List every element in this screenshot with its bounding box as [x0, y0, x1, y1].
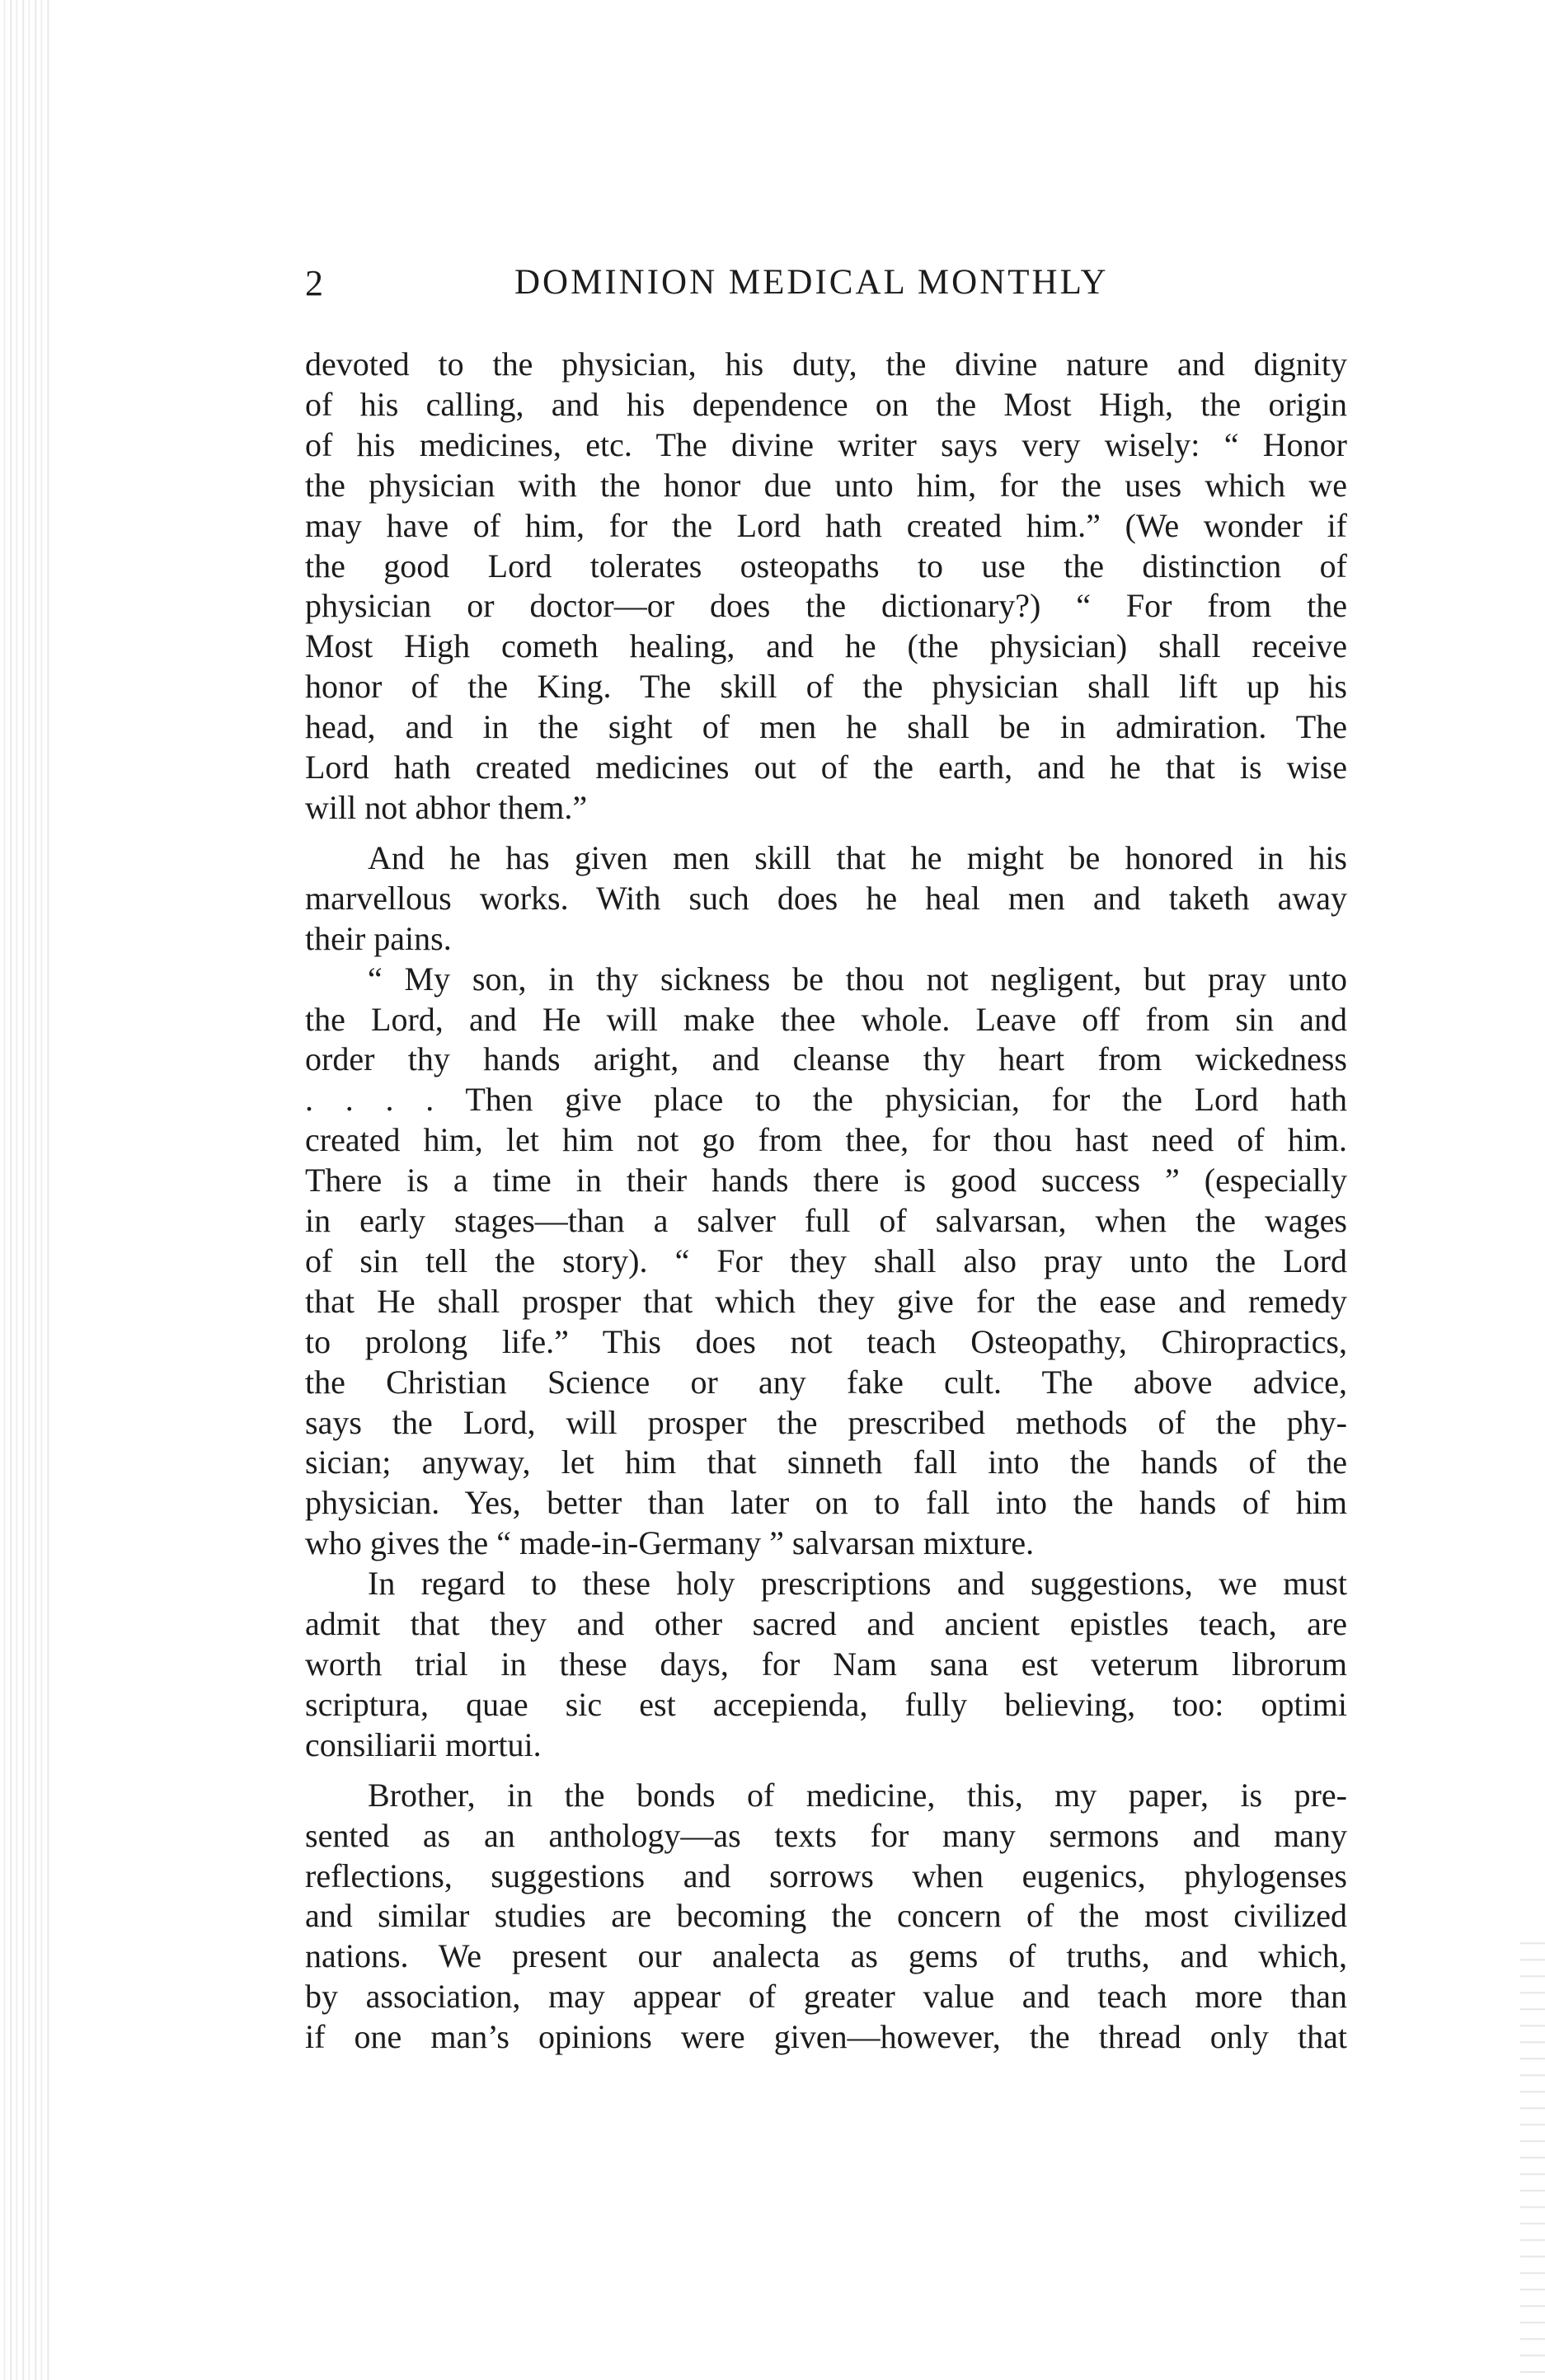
text-line: devoted to the physician, his duty, the divine nature and dignity	[305, 345, 1347, 383]
text-line: In regard to these holy prescriptions and suggestions, we must	[368, 1565, 1347, 1603]
text-line: head, and in the sight of men he shall be in admiration. The	[305, 708, 1347, 746]
scan-binding-edge	[0, 0, 49, 2380]
body-text	[305, 345, 1347, 2058]
text-line: honor of the King. The skill of the physician shall lift up his	[305, 668, 1347, 706]
text-line: order thy hands aright, and cleanse thy heart from wickedness	[305, 1040, 1347, 1078]
text-line: will not abhor them.”	[305, 788, 588, 826]
text-line: who gives the “ made-in-Germany ” salvarsan mixture.	[305, 1524, 1035, 1562]
paragraph	[305, 1564, 1347, 1766]
text-line: Brother, in the bonds of medicine, this, my paper, is pre-	[368, 1776, 1347, 1814]
text-line: the Christian Science or any fake cult. The above advice,	[305, 1363, 1347, 1401]
text-line: consiliarii mortui.	[305, 1725, 542, 1763]
text-line: the good Lord tolerates osteopaths to use the distinction of	[305, 547, 1347, 584]
text-line: There is a time in their hands there is good success ” (especially	[305, 1162, 1347, 1199]
text-line: if one man’s opinions were given—however, the thread only that	[305, 2018, 1347, 2056]
scan-margin-noise	[1520, 1937, 1545, 2380]
text-line: may have of him, for the Lord hath created him.” (We wonder if	[305, 506, 1347, 544]
text-line: that He shall prosper that which they give for the ease and remedy	[305, 1282, 1347, 1320]
paragraph	[305, 1776, 1347, 2058]
text-line: admit that they and other sacred and ancient epistles teach, are	[305, 1605, 1347, 1643]
text-line: worth trial in these days, for Nam sana est veterum librorum	[305, 1645, 1347, 1683]
text-line: marvellous works. With such does he heal men and taketh away	[305, 879, 1347, 917]
text-line: to prolong life.” This does not teach Osteopathy, Chiropractics,	[305, 1322, 1347, 1360]
text-line: the physician with the honor due unto him, for the uses which we	[305, 466, 1347, 504]
text-line: of his calling, and his dependence on the Most High, the origin	[305, 385, 1347, 423]
text-line: of sin tell the story). “ For they shall also pray unto the Lord	[305, 1242, 1347, 1279]
text-line: physician. Yes, better than later on to fall into the hands of him	[305, 1484, 1347, 1522]
page-header	[305, 262, 1344, 312]
text-line: by association, may appear of greater value and teach more than	[305, 1978, 1347, 2016]
text-line: says the Lord, will prosper the prescribed methods of the phy-	[305, 1403, 1347, 1441]
text-line: sician; anyway, let him that sinneth fall into the hands of the	[305, 1443, 1347, 1481]
paragraph	[305, 345, 1347, 829]
text-line: sented as an anthology—as texts for many sermons and many	[305, 1816, 1347, 1854]
text-line: created him, let him not go from thee, for thou hast need of him.	[305, 1121, 1347, 1159]
text-line: “ My son, in thy sickness be thou not negligent, but pray unto	[368, 960, 1347, 998]
text-line: . . . . Then give place to the physician, for the Lord hath	[305, 1081, 1347, 1119]
text-line: reflections, suggestions and sorrows when eugenics, phylogenses	[305, 1857, 1347, 1894]
running-head: DOMINION MEDICAL MONTHLY	[514, 263, 1109, 302]
text-line: Most High cometh healing, and he (the physician) shall receive	[305, 627, 1347, 665]
text-line: and similar studies are becoming the concern of the most civilized	[305, 1897, 1347, 1935]
paragraph	[305, 838, 1347, 960]
page-number: 2	[305, 263, 323, 303]
text-line: scriptura, quae sic est accepienda, fully believing, too: optimi	[305, 1685, 1347, 1723]
text-line: of his medicines, etc. The divine writer says very wisely: “ Honor	[305, 425, 1347, 463]
text-line: physician or doctor—or does the dictionary?) “ For from the	[305, 587, 1347, 625]
text-line: their pains.	[305, 919, 452, 957]
paragraph	[305, 960, 1347, 1565]
text-line: in early stages—than a salver full of salvarsan, when the wages	[305, 1202, 1347, 1240]
text-line: Lord hath created medicines out of the earth, and he that is wise	[305, 749, 1347, 786]
text-line: And he has given men skill that he might be honored in his	[368, 838, 1347, 876]
text-line: the Lord, and He will make thee whole. Leave off from sin and	[305, 1000, 1347, 1038]
text-line: nations. We present our analecta as gems of truths, and which,	[305, 1937, 1347, 1975]
